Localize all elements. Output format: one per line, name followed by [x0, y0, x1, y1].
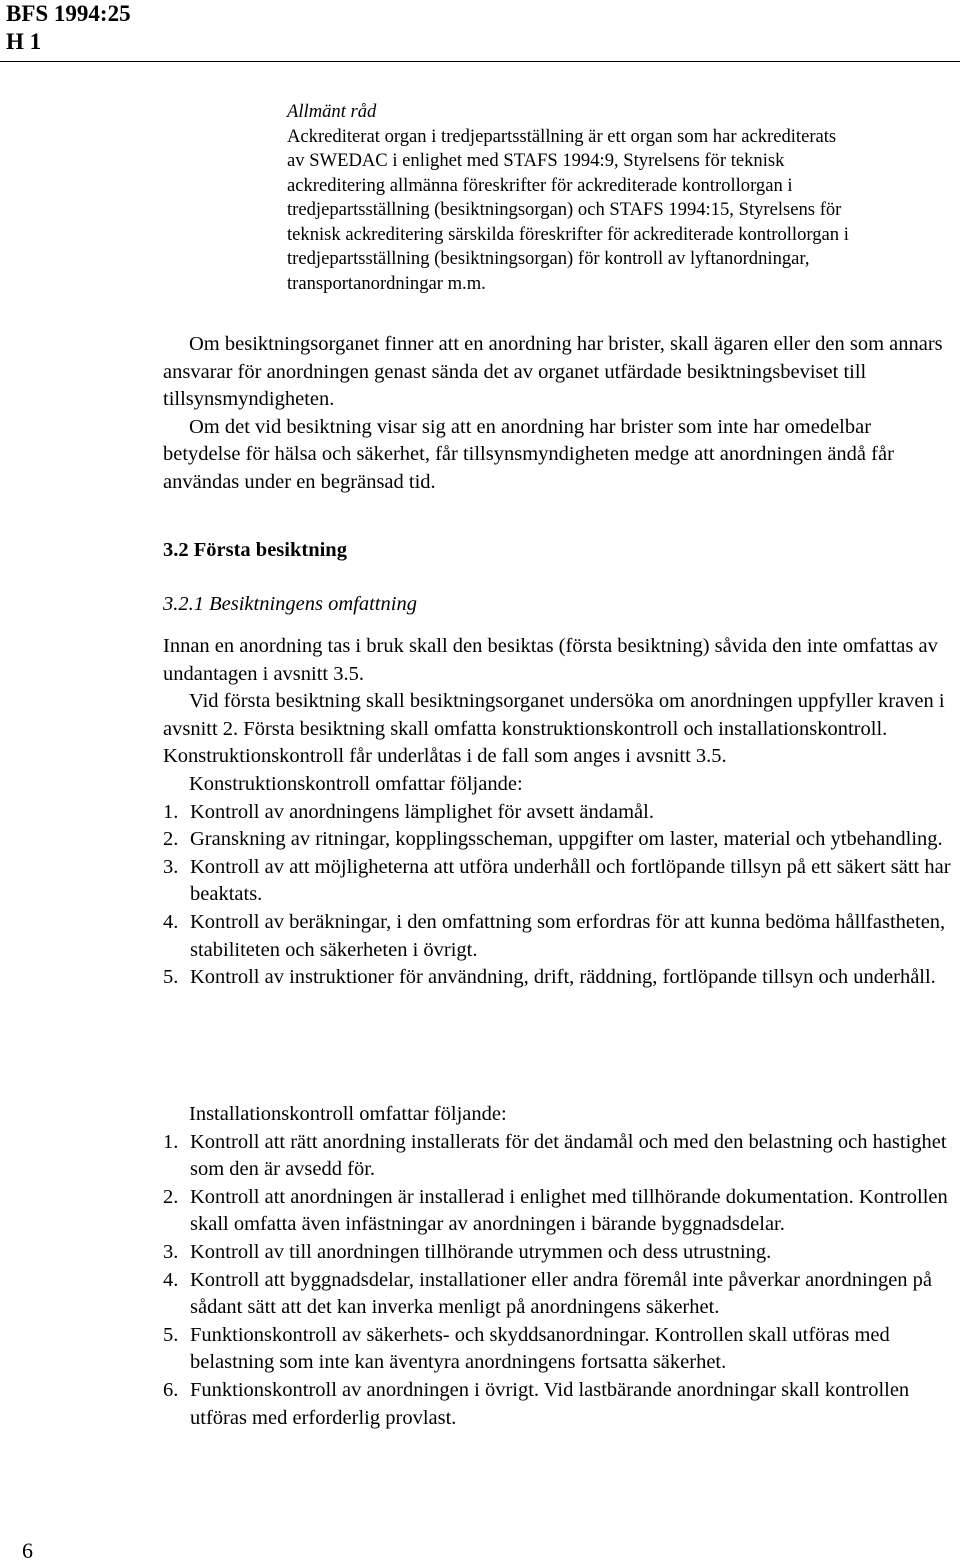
- page-header: [6, 0, 131, 56]
- list-item: 4. Kontroll att byggnadsdelar, installationer eller andra föremål inte påverkar anordningen på sådant sätt att det kan inverka menligt på anordningens säkerhet.: [163, 1268, 933, 1319]
- section-code: H 1: [6, 29, 42, 54]
- general-advice: [287, 100, 952, 296]
- list-item: 2. Granskning av ritningar, kopplingsscheman, uppgifter om laster, material och ytbehandling.: [163, 828, 943, 851]
- advice-line: av SWEDAC i enlighet med STAFS 1994:9, Styrelsens för teknisk: [287, 150, 785, 171]
- paragraph: Om det vid besiktning visar sig att en anordning har brister som inte har omedelbar betydelse för hälsa och säkerhet, får tillsynsmyndigheten medge att anordningen ändå får användas under en begränsad tid.: [163, 415, 894, 493]
- list-item: 2. Kontroll att anordningen är installerad i enlighet med tillhörande dokumentation. Kontrollen skall omfatta även infästningar av anordningen i bärande byggnadsdelar.: [163, 1185, 948, 1236]
- list-item: 4. Kontroll av beräkningar, i den omfattning som erfordras för att kunna bedöma hållfastheten, stabiliteten och säkerheten i övrigt.: [163, 910, 946, 961]
- list-item: 3. Kontroll av att möjligheterna att utföra underhåll och fortlöpande tillsyn på ett säkert sätt har beaktats.: [163, 855, 951, 906]
- paragraphs-block-2: [163, 633, 953, 992]
- paragraph: Innan en anordning tas i bruk skall den besiktas (första besiktning) såvida den inte omfattas av undantagen i avsnitt 3.5.: [163, 635, 938, 685]
- list-item: 5. Kontroll av instruktioner för användning, drift, räddning, fortlöpande tillsyn och underhåll.: [163, 966, 936, 989]
- section-heading: 3.2 Första besiktning: [163, 539, 347, 561]
- advice-line: Ackrediterat organ i tredjepartsställning är ett organ som har ackrediterats: [287, 125, 837, 147]
- paragraphs-block-3: [163, 1101, 953, 1432]
- paragraph: Vid första besiktning skall besiktningsorganet undersöka om anordningen uppfyller kraven i avsnitt 2. Första besiktning skall omfatta konstruktionskontroll och installationskontroll. Konstruktionskontroll får underlåtas i de fall som anges i avsnitt 3.5.: [163, 690, 945, 768]
- advice-title: Allmänt råd: [287, 101, 377, 122]
- paragraph: Om besiktningsorganet finner att en anordning har brister, skall ägaren eller den som annars ansvarar för anordningen genast sända det av organet utfärdade besiktningsbeviset till tillsynsmyndigheten.: [163, 333, 943, 411]
- list-item: 6. Funktionskontroll av anordningen i övrigt. Vid lastbärande anordningar skall kontrollen utföras med erforderlig provlast.: [163, 1378, 910, 1429]
- installation-list: [163, 1129, 953, 1433]
- construction-intro: Konstruktionskontroll omfattar följande:: [189, 772, 523, 795]
- page-number: 6: [22, 1538, 33, 1563]
- subsection-heading: 3.2.1 Besiktningens omfattning: [163, 593, 417, 615]
- paragraphs-block-1: [163, 331, 953, 497]
- list-item: 1. Kontroll att rätt anordning installerats för det ändamål och med den belastning och hastighet som den är avsedd för.: [163, 1130, 947, 1181]
- advice-line: transportanordningar m.m.: [287, 272, 486, 294]
- list-item: 1. Kontroll av anordningens lämplighet för avsett ändamål.: [163, 800, 654, 823]
- list-item: 5. Funktionskontroll av säkerhets- och skyddsanordningar. Kontrollen skall utföras med belastning som inte kan äventyra anordningens fortsatta säkerhet.: [163, 1323, 890, 1374]
- header-rule: [0, 61, 960, 62]
- advice-line: ackreditering allmänna föreskrifter för ackrediterade kontrollorgan i: [287, 174, 793, 196]
- advice-line: tredjepartsställning (besiktningsorgan) och STAFS 1994:15, Styrelsens för: [287, 199, 842, 220]
- installation-intro: Installationskontroll omfattar följande:: [189, 1103, 507, 1125]
- advice-line: tredjepartsställning (besiktningsorgan) för kontroll av lyftanordningar,: [287, 248, 810, 269]
- list-item: 3. Kontroll av till anordningen tillhörande utrymmen och dess utrustning.: [163, 1240, 772, 1263]
- construction-list: [163, 799, 953, 992]
- document-code: BFS 1994:25: [6, 1, 131, 26]
- advice-line: teknisk ackreditering särskilda föreskrifter för ackrediterade kontrollorgan i: [287, 223, 849, 245]
